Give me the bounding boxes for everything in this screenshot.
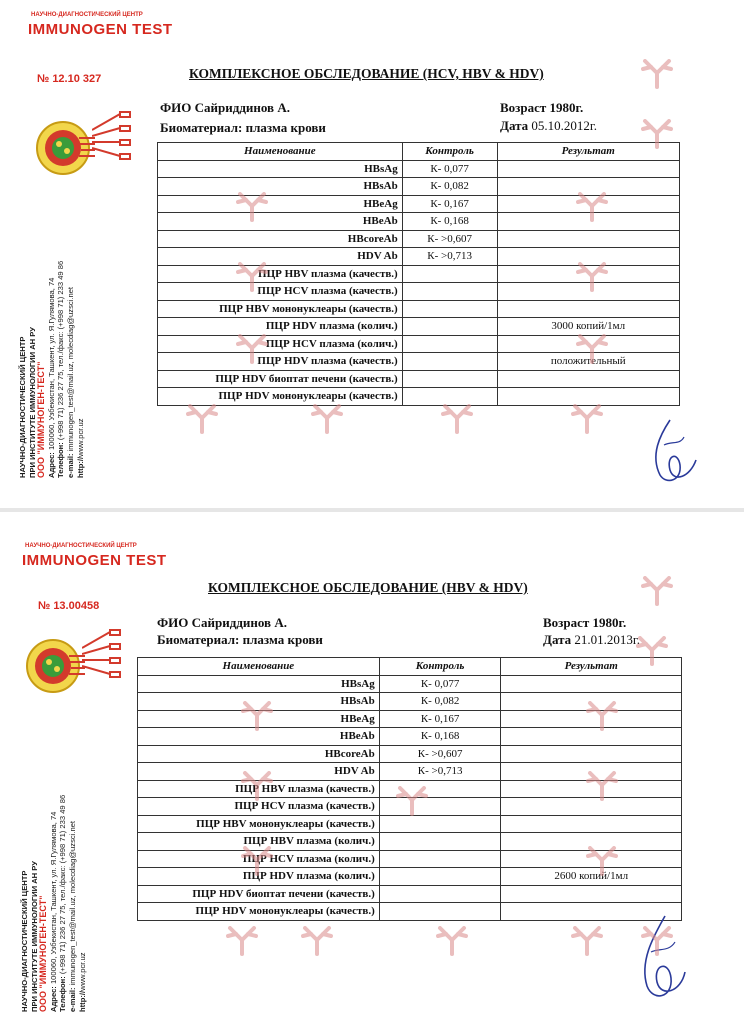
antibody-watermark-icon [640,115,674,149]
report-title: КОМПЛЕКСНОЕ ОБСЛЕДОВАНИЕ (HBV & HDV) [208,580,528,595]
antibody-watermark-icon [640,922,674,956]
row-name: ПЦР HDV мононуклеары (качеств.) [138,903,380,921]
antibody-watermark-icon [240,697,274,731]
side-address-label: Адрес: [48,986,58,1012]
antibody-watermark-icon [585,697,619,731]
row-name: ПЦР HBV плазма (колич.) [138,833,380,851]
row-name: ПЦР HDV плазма (колич.) [138,868,380,886]
row-name: HBcoreAb [138,745,380,763]
test-date: Дата 05.10.2012г. [500,118,598,133]
antibody-watermark-icon [575,258,609,292]
biomaterial: Биоматериал: плазма крови [160,120,326,135]
row-name: HBeAb [138,728,380,746]
row-result [501,745,682,763]
antibody-watermark-icon [395,782,429,816]
row-result: положительный [497,353,680,371]
table-row [158,230,680,248]
side-web-label: http:// [75,456,85,478]
table-row [158,300,680,318]
antibody-watermark-icon [640,55,674,89]
row-control: К- 0,082 [379,693,501,711]
lab-contact-vertical [18,261,85,478]
row-name: HBsAg [138,675,380,693]
row-name: ПЦР HDV плазма (колич.) [158,318,403,336]
row-result [497,160,680,178]
side-firm: ООО "ИММУНОГЕН-ТЕСТ" [36,361,47,478]
row-name: HBeAb [158,213,403,231]
row-control: К- 0,167 [402,195,497,213]
side-address: 100060, Узбекистан, Ташкент, ул. Я.Гулямова, 74 [48,811,58,985]
table-row [158,160,680,178]
row-control [402,353,497,371]
patient-name: ФИО Сайриддинов А. [160,100,290,115]
header-control: Контроль [379,658,501,676]
side-phone: (+998 71) 236 27 75, тел./факс: (+998 71) 233 49 86 [58,794,68,975]
lab-small-caption: НАУЧНО-ДИАГНОСТИЧЕСКИЙ ЦЕНТР [31,12,143,18]
row-result [497,300,680,318]
table-row [138,675,682,693]
row-result: 3000 копий/1мл [497,318,680,336]
antibody-watermark-icon [570,400,604,434]
row-name: ПЦР HBV плазма (качеств.) [138,780,380,798]
table-row [158,370,680,388]
row-control: К- 0,077 [402,160,497,178]
row-name: ПЦР HBV мононуклеары (качеств.) [158,300,403,318]
row-control: К- 0,168 [402,213,497,231]
row-name: ПЦР HDV биоптат печени (качеств.) [158,370,403,388]
report-title: КОМПЛЕКСНОЕ ОБСЛЕДОВАНИЕ (HCV, HBV & HDV) [189,66,544,81]
side-phone-label: Телефон: [58,976,68,1012]
row-control [402,318,497,336]
side-line-2: ПРИ ИНСТИТУТЕ ИММУНОЛОГИИ АН РУ [27,327,37,478]
row-control: К- 0,167 [379,710,501,728]
side-line-2: ПРИ ИНСТИТУТЕ ИММУНОЛОГИИ АН РУ [29,861,39,1012]
doc-number: № 13.00458 [38,600,100,612]
patient-age: Возраст 1980г. [500,100,584,115]
side-phone: (+998 71) 236 27 75, тел./факс: (+998 71) 233 49 86 [56,260,66,441]
antibody-watermark-icon [310,400,344,434]
row-control [379,903,501,921]
row-name: ПЦР HCV плазма (колич.) [158,335,403,353]
row-name: ПЦР HBV мононуклеары (качеств.) [138,815,380,833]
row-control [379,833,501,851]
antibody-watermark-icon [225,922,259,956]
lab-logo-icon [25,636,85,696]
row-control [402,283,497,301]
row-control: К- 0,077 [379,675,501,693]
antibody-watermark-icon [570,922,604,956]
row-control [379,885,501,903]
row-control: К- >0,713 [402,248,497,266]
row-control: К- >0,607 [402,230,497,248]
row-control: К- >0,713 [379,763,501,781]
row-control: К- >0,607 [379,745,501,763]
side-web-label: http:// [77,990,87,1012]
row-name: ПЦР HDV мононуклеары (качеств.) [158,388,403,406]
lab-small-caption: НАУЧНО-ДИАГНОСТИЧЕСКИЙ ЦЕНТР [25,543,137,549]
header-result: Результат [501,658,682,676]
row-name: HBsAb [138,693,380,711]
row-control [402,265,497,283]
side-email-label: e-mail: [67,987,77,1012]
antibody-watermark-icon [235,330,269,364]
antibody-watermark-icon [435,922,469,956]
row-name: HBeAg [138,710,380,728]
row-name: ПЦР HDV биоптат печени (качеств.) [138,885,380,903]
row-name: ПЦР HCV плазма (колич.) [138,850,380,868]
header-result: Результат [497,143,680,161]
side-address: 100060, Узбекистан, Ташкент, ул. Я.Гулямова, 74 [46,277,56,451]
side-web: www.pcr.uz [75,418,85,457]
antibody-watermark-icon [640,572,674,606]
antibody-watermark-icon [240,767,274,801]
report-sheet-2012 [0,0,744,510]
row-name: ПЦР HDV плазма (качеств.) [158,353,403,371]
header-control: Контроль [402,143,497,161]
side-line-1: НАУЧНО-ДИАГНОСТИЧЕСКИЙ ЦЕНТР [18,336,27,478]
antibody-watermark-icon [300,922,334,956]
row-result [501,675,682,693]
side-email-label: e-mail: [65,453,75,478]
logo-rays-icon [92,108,132,178]
antibody-watermark-icon [585,767,619,801]
doc-number: № 12.10 327 [37,73,102,85]
table-row [138,903,682,921]
report-sheet-2013 [0,512,744,1024]
antibody-watermark-icon [575,188,609,222]
header-name: Наименование [138,658,380,676]
lab-brand-name: IMMUNOGEN TEST [22,552,167,569]
side-address-label: Адрес: [46,452,56,478]
antibody-watermark-icon [240,842,274,876]
row-control: К- 0,168 [379,728,501,746]
antibody-watermark-icon [585,842,619,876]
side-phone-label: Телефон: [56,442,66,478]
row-name: ПЦР HBV плазма (качеств.) [158,265,403,283]
logo-rays-icon [82,626,122,696]
row-result [501,885,682,903]
row-name: HBcoreAb [158,230,403,248]
row-result [501,815,682,833]
side-line-1: НАУЧНО-ДИАГНОСТИЧЕСКИЙ ЦЕНТР [20,870,29,1012]
row-name: HBeAg [158,195,403,213]
table-row [138,815,682,833]
row-result [497,370,680,388]
row-control [379,850,501,868]
antibody-watermark-icon [185,400,219,434]
signature-icon [640,415,700,490]
row-control [379,815,501,833]
row-control [402,300,497,318]
antibody-watermark-icon [235,258,269,292]
antibody-watermark-icon [635,632,669,666]
patient-name: ФИО Сайриддинов А. [157,615,287,630]
row-control: К- 0,082 [402,178,497,196]
side-web: www.pcr.uz [77,952,87,991]
patient-age: Возраст 1980г. [543,615,627,630]
row-control [379,868,501,886]
row-name: ПЦР HCV плазма (качеств.) [158,283,403,301]
table-row [138,745,682,763]
row-control [402,370,497,388]
table-row [138,885,682,903]
row-control [402,335,497,353]
side-email: immunogen_test@mail.uz, molecdiag@uzsci.net [67,820,77,986]
lab-brand-name: IMMUNOGEN TEST [28,21,173,38]
antibody-watermark-icon [440,400,474,434]
row-name: HDV Ab [158,248,403,266]
row-name: HBsAg [158,160,403,178]
row-name: HDV Ab [138,763,380,781]
biomaterial: Биоматериал: плазма крови [157,632,323,647]
lab-logo-icon [35,118,95,178]
row-result: 2600 копий/1мл [501,868,682,886]
side-firm: ООО "ИММУНОГЕН-ТЕСТ" [38,895,49,1012]
header-name: Наименование [158,143,403,161]
antibody-watermark-icon [235,188,269,222]
row-name: ПЦР HCV плазма (качеств.) [138,798,380,816]
test-date: Дата 21.01.2013г. [543,632,641,647]
lab-contact-vertical [20,795,87,1012]
row-result [497,230,680,248]
antibody-watermark-icon [575,330,609,364]
row-name: HBsAb [158,178,403,196]
side-email: immunogen_test@mail.uz, molecdiag@uzsci.net [65,286,75,452]
